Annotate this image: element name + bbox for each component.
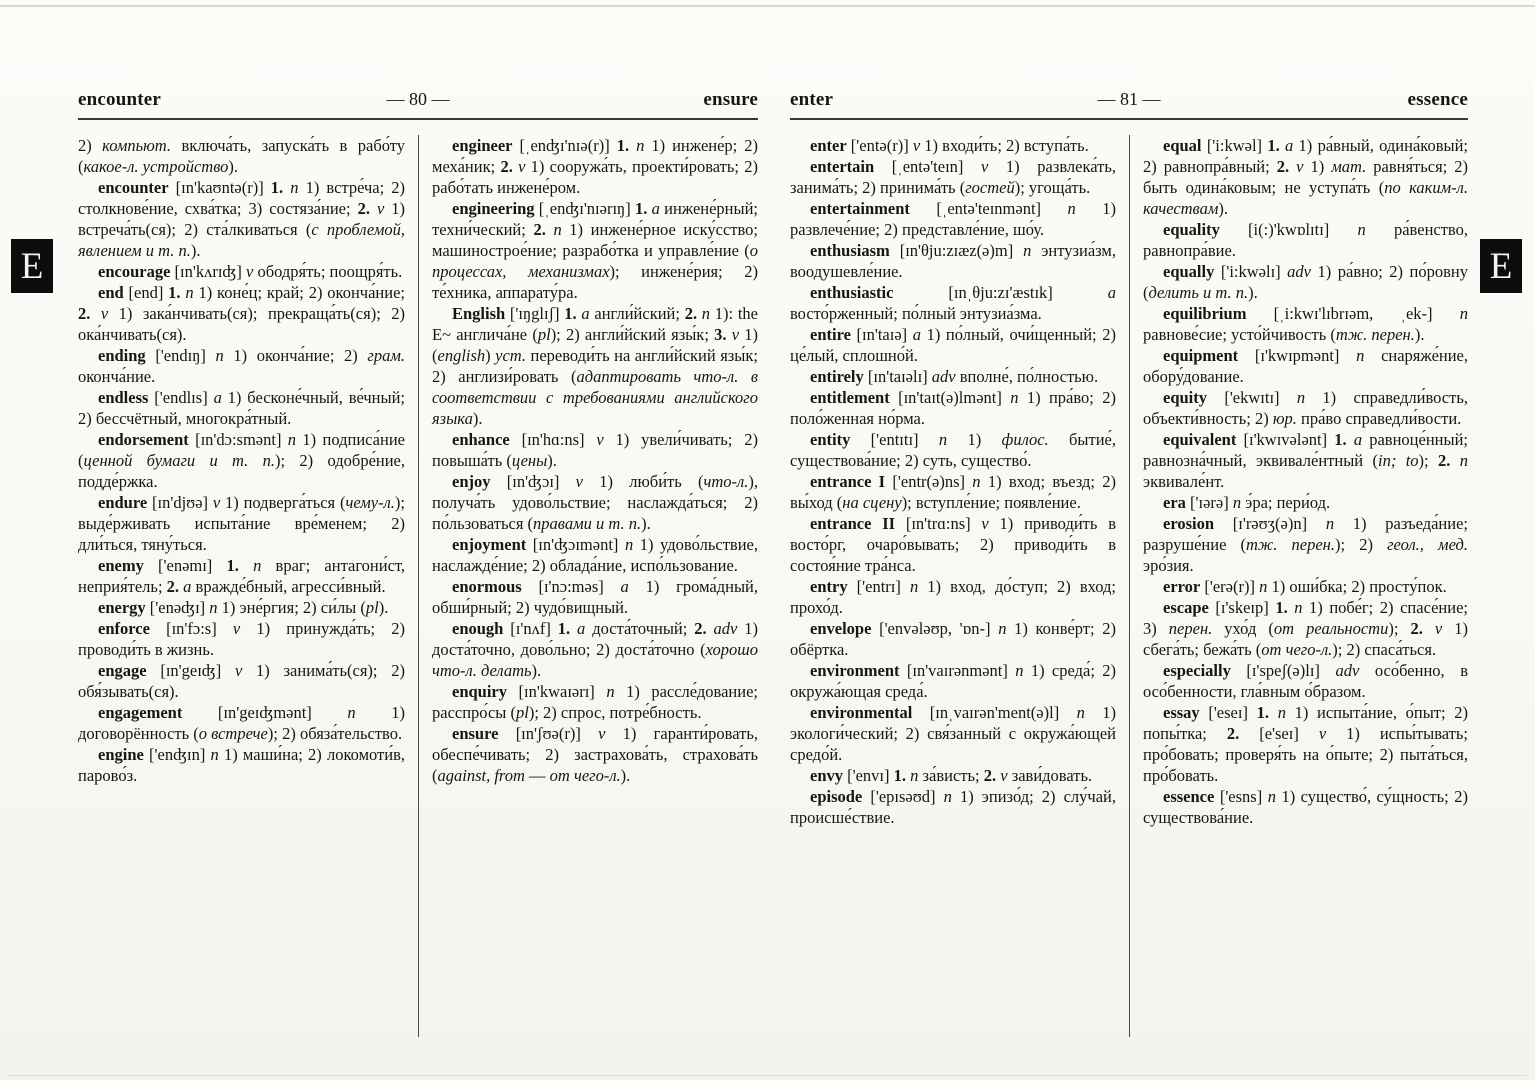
scan-edge-top — [0, 5, 1535, 7]
scan-edge-bottom — [8, 1075, 1527, 1076]
dictionary-entry: engineering [ˌenʤɪ'nɪərɪŋ] 1. a инжене́рный; техни́ческий; 2. n 1) инжене́рное иску́сство; машинострое́ние; разрабо́тка и управле́ние (о процессах, механизмах); инжене́рия; 2) те́хника, аппарату́ра. — [432, 199, 758, 302]
page-80-body — [78, 135, 758, 1037]
dictionary-entry: enjoy [ɪn'ʤɔɪ] v 1) люби́ть (что-л.), получа́ть удово́льствие; наслажда́ться; 2) по́льзоваться (правами и т. п.). — [432, 472, 758, 533]
dictionary-entry: erosion [ɪ'rəʊʒ(ə)n] n 1) разъеда́ние; разруше́ние (тж. перен.); 2) геол., мед. эро́зия. — [1143, 514, 1468, 575]
dictionary-entry: engine ['enʤɪn] n 1) маши́на; 2) локомоти́в, парово́з. — [78, 745, 406, 785]
dictionary-entry: engineer [ˌenʤɪ'nɪə(r)] 1. n 1) инжене́р; 2) меха́ник; 2. v 1) сооружа́ть, проекти́ровать; 2) рабо́тать инжене́ром. — [432, 136, 758, 197]
dictionary-entry-continuation: 2) компьют. включа́ть, запуска́ть в рабо́ту (какое-л. устройство). — [78, 136, 405, 176]
dictionary-entry: endure [ɪn'djʊə] v 1) подверга́ться (чему-л.); выде́рживать испыта́ние вре́менем; 2) дли́ться, тяну́ться. — [78, 493, 406, 554]
dictionary-entry: enter ['entə(r)] v 1) входи́ть; 2) вступа́ть. — [810, 136, 1089, 155]
dictionary-entry: endorsement [ɪn'dɔ:smənt] n 1) подписа́ние (ценной бумаги и т. п.); 2) одобре́ние, подде́ржка. — [78, 430, 405, 491]
dictionary-entry: entitlement [ɪn'taɪt(ə)lmənt] n 1) пра́во; 2) поло́женная но́рма. — [790, 388, 1116, 428]
dictionary-entry: encourage [ɪn'kʌrɪʤ] v ободря́ть; поощря́ть. — [98, 262, 403, 281]
dictionary-entry: energy ['enəʤɪ] n 1) эне́ргия; 2) си́лы (pl). — [98, 598, 389, 617]
page-81-column-2 — [1129, 135, 1468, 1037]
page-80-column-2 — [418, 135, 758, 1037]
dictionary-entry: entrance I ['entr(ə)ns] n 1) вход; въезд; 2) вы́ход (на сцену); вступле́ние; появле́ние. — [790, 472, 1116, 512]
dictionary-entry: envelope ['envələʊp, 'ɒn-] n 1) конве́рт; 2) обёртка. — [790, 619, 1116, 659]
dictionary-entry: end [end] 1. n 1) коне́ц; край; 2) оконча́ние; 2. v 1) зака́нчивать(ся); прекраща́ть(ся); 2) ока́нчивать(ся). — [78, 283, 406, 344]
dictionary-entry: essay ['eseɪ] 1. n 1) испыта́ние, о́пыт; 2) попы́тка; 2. [e'seɪ] v 1) испы́тывать; про́бовать; проверя́ть на о́пыте; 2) пыта́ться, про́бовать. — [1143, 703, 1468, 785]
dictionary-entry: essence ['esns] n 1) существо́, су́щность; 2) существова́ние. — [1143, 787, 1468, 827]
dictionary-entry: entertainment [ˌentə'teɪnmənt] n 1) развлече́ние; 2) представле́ние, шо́у. — [790, 199, 1117, 239]
dictionary-entry: equilibrium [ˌi:kwɪ'lɪbrɪəm, ˌek-] n равнове́сие; усто́йчивость (тж. перен.). — [1143, 304, 1468, 344]
dictionary-entry: entry ['entrɪ] n 1) вход, до́ступ; 2) вход; прохо́д. — [790, 577, 1117, 617]
dictionary-entry: enormous [ɪ'nɔ:məs] a 1) грома́дный, обши́рный; 2) чудо́вищный. — [432, 577, 758, 617]
dictionary-entry: escape [ɪ'skeɪp] 1. n 1) побе́г; 2) спасе́ние; 3) перен. ухо́д (от реальности); 2. v 1) сбега́ть; бежа́ть (от чего-л.); 2) спаса́ться. — [1143, 598, 1468, 659]
dictionary-entry: equipment [ɪ'kwɪpmənt] n снаряже́ние, обору́дование. — [1143, 346, 1468, 386]
dictionary-entry: endless ['endlɪs] a 1) бесконе́чный, ве́чный; 2) бессчётный, многокра́тный. — [78, 388, 405, 428]
dictionary-entry: engage [ɪn'geɪʤ] v 1) занима́ть(ся); 2) обя́зывать(ся). — [78, 661, 405, 701]
letter-tab-e-right: E — [1480, 239, 1522, 293]
dictionary-entry: enough [ɪ'nʌf] 1. a доста́точный; 2. adv 1) доста́точно, дово́льно; 2) доста́точно (хорошо что-л. делать). — [432, 619, 758, 680]
dictionary-entry: environment [ɪn'vaɪrənmənt] n 1) среда́; 2) окружа́ющая среда́. — [790, 661, 1116, 701]
dictionary-entry: era ['ɪərə] n э́ра; пери́од. — [1163, 493, 1331, 512]
guide-word-right: ensure — [703, 89, 759, 110]
dictionary-entry: entire [ɪn'taɪə] a 1) по́лный, очи́щенный; 2) це́лый, сплошно́й. — [790, 325, 1116, 365]
page-80 — [78, 88, 758, 1037]
dictionary-entry: enemy ['enəmɪ] 1. n враг; антагони́ст, неприя́тель; 2. a вражде́бный, агресси́вный. — [78, 556, 406, 596]
page-81-body — [790, 135, 1468, 1037]
dictionary-entry: enthusiasm [ɪn'θju:zɪæz(ə)m] n энтузиа́зм, воодушевле́ние. — [790, 241, 1116, 281]
dictionary-entry: equity ['ekwɪtɪ] n 1) справедли́вость, объекти́вность; 2) юр. пра́во справедли́вости. — [1143, 388, 1468, 428]
page-81 — [790, 88, 1468, 1037]
dictionary-entry: entertain [ˌentə'teɪn] v 1) развлека́ть, занима́ть; 2) принима́ть (гостей); угоща́ть. — [790, 157, 1116, 197]
dictionary-entry: environmental [ɪnˌvaɪrən'ment(ə)l] n 1) экологи́ческий; 2) свя́занный с окружа́ющей средо́й. — [790, 703, 1116, 764]
page-81-header — [790, 88, 1468, 120]
dictionary-entry: equivalent [ɪ'kwɪvələnt] 1. a равноце́нный; равнозна́чный, эквивале́нтный (in; to); 2. n эквивале́нт. — [1143, 430, 1468, 491]
page-number: — 80 — — [386, 89, 450, 109]
dictionary-entry: encounter [ɪn'kaʊntə(r)] 1. n 1) встре́ча; 2) столкнове́ние, схва́тка; 3) состяза́ние; 2. v 1) встреча́ть(ся); 2) ста́лкиваться (с проблемой, явлением и т. п.). — [78, 178, 406, 260]
page-81-column-1 — [790, 135, 1129, 1037]
dictionary-entry: engagement [ɪn'geɪʤmənt] n 1) договорённость (о встрече); 2) обяза́тельство. — [78, 703, 405, 743]
dictionary-entry: especially [ɪ'speʃ(ə)lɪ] adv осо́бенно, в осо́бенности, гла́вным о́бразом. — [1143, 661, 1468, 701]
letter-tab-e-left: E — [11, 239, 53, 293]
guide-word-left: enter — [790, 89, 834, 110]
dictionary-entry: episode ['epɪsəʊd] n 1) эпизо́д; 2) слу́чай, происше́ствие. — [790, 787, 1116, 827]
dictionary-entry: enforce [ɪn'fɔ:s] v 1) принужда́ть; 2) проводи́ть в жизнь. — [78, 619, 405, 659]
dictionary-entry: envy ['envɪ] 1. n за́висть; 2. v зави́довать. — [810, 766, 1093, 785]
dictionary-entry: enquiry [ɪn'kwaɪərɪ] n 1) рассле́дование; расспро́сы (pl); 2) спрос, потре́бность. — [432, 682, 758, 722]
dictionary-entry: entity ['entɪtɪ] n 1) филос. бытие́, существова́ние; 2) суть, существо́. — [790, 430, 1116, 470]
dictionary-entry: English ['ɪŋglɪʃ] 1. a англи́йский; 2. n 1): the E~ англича́не (pl); 2) англи́йский язы́к; 3. v 1) (english) уст. переводи́ть на англи́йский язы́к; 2) англизи́ровать (адаптировать что-л. в соответствии с требованиями английского языка). — [432, 304, 758, 428]
dictionary-entry: entrance II [ɪn'trɑ:ns] v 1) приводи́ть в восто́рг, очаро́вывать; 2) приводи́ть в состоя́ние тра́нса. — [790, 514, 1117, 575]
dictionary-entry: enthusiastic [ɪnˌθju:zɪ'æstɪk] a восто́рженный; по́лный энтузиа́зма. — [790, 283, 1116, 323]
page-number: — 81 — — [1097, 89, 1161, 109]
dictionary-entry: equality [i(:)'kwɒlɪtɪ] n ра́венство, равнопра́вие. — [1143, 220, 1468, 260]
guide-word-right: essence — [1407, 89, 1468, 110]
dictionary-entry: enhance [ɪn'hɑ:ns] v 1) увели́чивать; 2) повыша́ть (цены). — [432, 430, 758, 470]
page-80-header — [78, 88, 758, 120]
dictionary-entry: equal ['i:kwəl] 1. a 1) ра́вный, одина́ковый; 2) равнопра́вный; 2. v 1) мат. равня́ться; 2) быть одина́ковым; не уступа́ть (по каким-л. качествам). — [1143, 136, 1468, 218]
dictionary-entry: equally ['i:kwəlɪ] adv 1) ра́вно; 2) по́ровну (делить и т. п.). — [1143, 262, 1468, 302]
dictionary-entry: error ['erə(r)] n 1) оши́бка; 2) просту́пок. — [1163, 577, 1447, 596]
page-80-column-1 — [78, 135, 418, 1037]
dictionary-entry: entirely [ɪn'taɪəlɪ] adv вполне́, по́лностью. — [810, 367, 1099, 386]
guide-word-left: encounter — [78, 89, 162, 110]
dictionary-entry: enjoyment [ɪn'ʤɔɪmənt] n 1) удово́льствие, наслажде́ние; 2) облада́ние, испо́льзование. — [432, 535, 758, 575]
dictionary-entry: ending ['endɪŋ] n 1) оконча́ние; 2) грам. оконча́ние. — [78, 346, 405, 386]
dictionary-entry: ensure [ɪn'ʃʊə(r)] v 1) гаранти́ровать, обеспе́чивать; 2) застрахова́ть, страхова́ть (against, from — от чего-л.). — [432, 724, 758, 785]
